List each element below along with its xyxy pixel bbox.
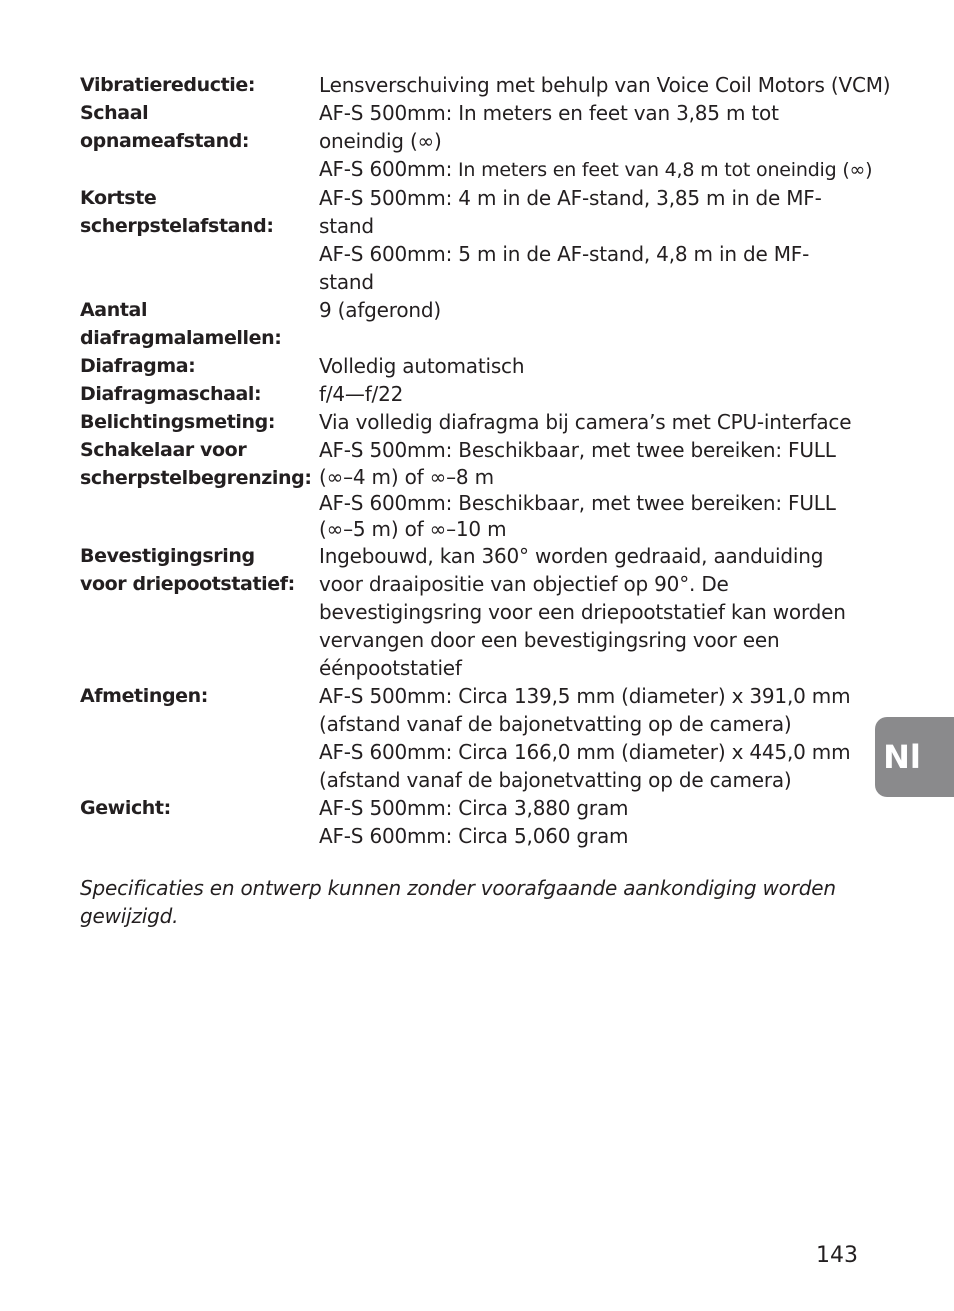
spec-value-line	[319, 296, 870, 324]
spec-label	[80, 380, 319, 408]
spec-row	[80, 184, 870, 296]
spec-value-text: Volledig automatisch	[319, 354, 525, 378]
spec-label-line: Aantal	[80, 299, 148, 321]
spec-label	[80, 408, 319, 436]
spec-label-line: Afmetingen:	[80, 685, 208, 707]
spec-value-line	[319, 268, 870, 296]
spec-value-text: stand	[319, 270, 374, 294]
spec-value-text: Beschikbaar, met twee bereiken: FULL	[452, 491, 836, 515]
spec-value-line	[319, 710, 870, 738]
lens-model-label: AF-S 600mm:	[319, 824, 453, 848]
spec-value-text: (∞–4 m) of ∞–8 m	[319, 465, 494, 489]
spec-label-line: Belichtingsmeting:	[80, 411, 276, 433]
spec-row	[80, 436, 870, 542]
spec-value	[319, 184, 870, 296]
spec-value	[319, 794, 870, 850]
spec-row	[80, 682, 870, 794]
lens-model-label: AF-S 600mm:	[319, 740, 453, 764]
spec-value-line	[319, 542, 870, 570]
spec-value-text: éénpootstatief	[319, 656, 462, 680]
spec-value-text: In meters en feet van 4,8 m tot oneindig (∞)	[452, 159, 873, 181]
language-tab	[875, 717, 954, 797]
spec-value-text: (afstand vanaf de bajonetvatting op de camera)	[319, 768, 792, 792]
spec-value-line	[319, 598, 870, 626]
spec-value-text: Circa 166,0 mm (diameter) x 445,0 mm	[452, 740, 851, 764]
spec-value-text: Circa 5,060 gram	[452, 824, 629, 848]
spec-value-text: (afstand vanaf de bajonetvatting op de camera)	[319, 712, 792, 736]
lens-model-label: AF-S 600mm:	[319, 242, 453, 266]
spec-value-text: 4 m in de AF-stand, 3,85 m in de MF-	[452, 186, 822, 210]
spec-value	[319, 380, 870, 408]
spec-value-line	[319, 626, 870, 654]
spec-value-line	[319, 490, 870, 516]
spec-value-line	[319, 380, 870, 408]
spec-label-line: scherpstelafstand:	[80, 215, 274, 237]
spec-label-line: Vibratiereductie:	[80, 74, 256, 96]
spec-label-line: Gewicht:	[80, 797, 171, 819]
spec-row	[80, 408, 870, 436]
spec-value-text: vervangen door een bevestigingsring voor een	[319, 628, 780, 652]
spec-value-line	[319, 738, 870, 766]
spec-value-line	[319, 822, 870, 850]
spec-value-text: In meters en feet van 3,85 m tot	[452, 101, 779, 125]
spec-label-line: scherpstelbegrenzing:	[80, 467, 312, 489]
spec-value-text: Ingebouwd, kan 360° worden gedraaid, aanduiding	[319, 544, 824, 568]
spec-value-text: stand	[319, 214, 374, 238]
spec-value-text: 9 (afgerond)	[319, 298, 441, 322]
spec-value-line	[319, 212, 870, 240]
spec-value	[319, 296, 870, 352]
spec-label-line: diafragmalamellen:	[80, 327, 282, 349]
spec-label-line: Kortste	[80, 187, 157, 209]
spec-value-line	[319, 240, 870, 268]
disclaimer-note: Specificaties en ontwerp kunnen zonder voorafgaande aankondiging worden gewijzigd.	[80, 876, 836, 928]
lens-model-label: AF-S 500mm:	[319, 186, 453, 210]
spec-label	[80, 436, 319, 542]
spec-value-line	[319, 794, 870, 822]
spec-label-line: Diafragma:	[80, 355, 196, 377]
lens-model-label: AF-S 600mm:	[319, 157, 453, 181]
spec-value-text: 5 m in de AF-stand, 4,8 m in de MF-	[452, 242, 810, 266]
spec-value	[319, 99, 872, 184]
spec-row	[80, 380, 870, 408]
spec-label	[80, 71, 319, 99]
language-tab-label: Nl	[883, 738, 921, 776]
spec-label	[80, 352, 319, 380]
lens-model-label: AF-S 500mm:	[319, 684, 453, 708]
spec-value-text: Via volledig diafragma bij camera’s met CPU-interface	[319, 410, 852, 434]
lens-model-label: AF-S 500mm:	[319, 438, 453, 462]
spec-value-text: (∞–5 m) of ∞–10 m	[319, 517, 507, 541]
spec-value	[319, 542, 870, 682]
spec-value-line	[319, 408, 870, 436]
spec-label	[80, 99, 319, 184]
spec-value-line	[319, 71, 890, 99]
spec-value-text: bevestigingsring voor een driepootstatief kan worden	[319, 600, 846, 624]
spec-value-line	[319, 155, 872, 184]
spec-label	[80, 794, 319, 850]
spec-label-line: Schakelaar voor	[80, 439, 247, 461]
spec-value-line	[319, 184, 870, 212]
spec-value-line	[319, 352, 870, 380]
spec-value	[319, 682, 870, 794]
lens-model-label: AF-S 500mm:	[319, 101, 453, 125]
spec-label	[80, 296, 319, 352]
spec-value-text: Circa 139,5 mm (diameter) x 391,0 mm	[452, 684, 851, 708]
spec-row	[80, 352, 870, 380]
spec-label-line: Schaal opnameafstand:	[80, 102, 250, 152]
spec-value-line	[319, 436, 870, 464]
spec-value-line	[319, 99, 872, 127]
spec-value	[319, 436, 870, 542]
spec-row	[80, 71, 891, 99]
spec-label-line: Bevestigingsring	[80, 545, 255, 567]
spec-value-line	[319, 766, 870, 794]
spec-label-line: Diafragmaschaal:	[80, 383, 262, 405]
spec-row	[80, 794, 870, 850]
spec-label-line: voor driepootstatief:	[80, 573, 295, 595]
spec-value-line	[319, 516, 870, 542]
spec-value-text: oneindig (∞)	[319, 129, 442, 153]
lens-model-label: AF-S 500mm:	[319, 796, 453, 820]
spec-value-line	[319, 127, 872, 155]
spec-label	[80, 542, 319, 682]
spec-value-line	[319, 654, 870, 682]
spec-value	[319, 408, 870, 436]
specifications-table	[80, 71, 891, 850]
spec-value-text: Circa 3,880 gram	[452, 796, 629, 820]
spec-label	[80, 682, 319, 794]
spec-value-text: Lensverschuiving met behulp van Voice Coil Motors (VCM)	[319, 73, 891, 97]
spec-row	[80, 542, 870, 682]
spec-row	[80, 99, 873, 184]
spec-value-text: Beschikbaar, met twee bereiken: FULL	[452, 438, 836, 462]
lens-model-label: AF-S 600mm:	[319, 491, 453, 515]
spec-value	[319, 352, 870, 380]
spec-value	[319, 71, 890, 99]
spec-value-line	[319, 464, 870, 490]
page-number: 143	[816, 1243, 858, 1268]
spec-value-text: voor draaipositie van objectief op 90°. De	[319, 572, 729, 596]
spec-row	[80, 296, 870, 352]
spec-value-line	[319, 682, 870, 710]
spec-value-text: f/4—f/22	[319, 382, 404, 406]
spec-label	[80, 184, 319, 296]
spec-value-line	[319, 570, 870, 598]
